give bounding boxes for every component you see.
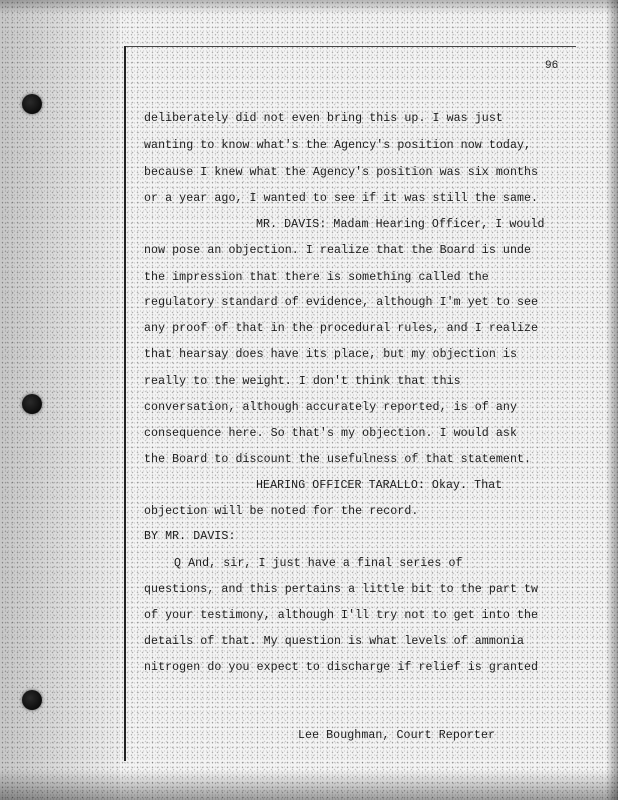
transcript-line: nitrogen do you expect to discharge if relief is granted [144, 661, 539, 674]
transcript-line: regulatory standard of evidence, although I'm yet to see [144, 296, 539, 309]
scan-shadow-right [606, 0, 618, 800]
speaker-line: HEARING OFFICER TARALLO: Okay. That [256, 479, 503, 492]
court-reporter-footer: Lee Boughman, Court Reporter [298, 729, 496, 742]
page-border-top [124, 46, 576, 47]
transcript-line: the Board to discount the usefulness of that statement. [144, 453, 532, 466]
transcript-line: now pose an objection. I realize that the Board is unde [144, 244, 532, 257]
examiner-line: BY MR. DAVIS: [144, 530, 236, 543]
transcript-line: because I knew what the Agency's position was six months [144, 166, 539, 179]
transcript-line: details of that. My question is what levels of ammonia [144, 635, 525, 648]
question-line: Q And, sir, I just have a final series of [174, 557, 463, 570]
transcript-line: the impression that there is something called the [144, 271, 489, 284]
transcript-line: questions, and this pertains a little bit to the part tw [144, 583, 539, 596]
speaker-line: MR. DAVIS: Madam Hearing Officer, I would [256, 218, 545, 231]
scan-shadow-left [0, 0, 120, 800]
scan-shadow-top [0, 0, 618, 14]
transcript-line: wanting to know what's the Agency's position now today, [144, 139, 532, 152]
page-margin-rule [124, 46, 126, 761]
binder-hole-bottom [22, 690, 42, 710]
binder-hole-middle [22, 394, 42, 414]
binder-hole-top [22, 94, 42, 114]
transcript-line: really to the weight. I don't think that this [144, 375, 461, 388]
scan-shadow-bottom [0, 770, 618, 800]
page-number: 96 [545, 60, 559, 72]
transcript-line: consequence here. So that's my objection. I would ask [144, 427, 517, 440]
transcript-line: or a year ago, I wanted to see if it was still the same. [144, 192, 539, 205]
transcript-line: that hearsay does have its place, but my objection is [144, 348, 517, 361]
transcript-line: deliberately did not even bring this up. I was just [144, 112, 503, 125]
transcript-line: conversation, although accurately reported, is of any [144, 401, 517, 414]
transcript-line: objection will be noted for the record. [144, 505, 419, 518]
transcript-line: of your testimony, although I'll try not to get into the [144, 609, 539, 622]
transcript-line: any proof of that in the procedural rules, and I realize [144, 322, 539, 335]
